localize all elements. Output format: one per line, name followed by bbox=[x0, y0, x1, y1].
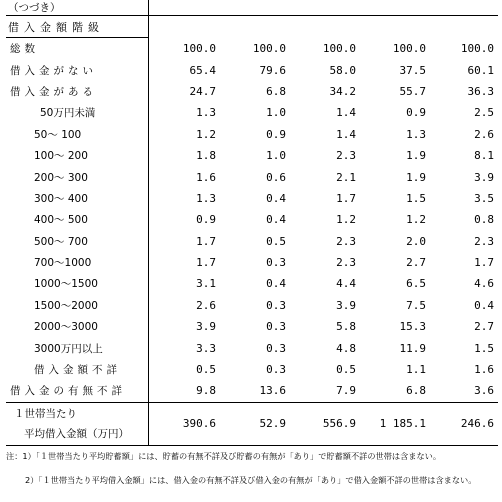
cell-value: 37.5 bbox=[399, 63, 426, 77]
average-row bbox=[6, 402, 498, 445]
cell-value: 3.9 bbox=[196, 320, 216, 334]
table-row bbox=[6, 166, 498, 187]
cell-value: 1.3 bbox=[406, 127, 426, 141]
cell-value: 2.3 bbox=[474, 234, 494, 248]
table-row bbox=[6, 209, 498, 230]
average-value: 246.6 bbox=[428, 402, 498, 445]
row-label: 100～ 200 bbox=[6, 145, 148, 166]
row-label-header: 借入金額階級 bbox=[6, 16, 148, 38]
cell-value: 1.0 bbox=[266, 149, 286, 163]
cell-value: 2.5 bbox=[474, 106, 494, 120]
cell-value: 3.6 bbox=[428, 380, 498, 402]
cell-value: 0.9 bbox=[196, 213, 216, 227]
average-label-line2: 平均借入金額（万円） bbox=[24, 427, 129, 440]
cell-value: 1.6 bbox=[196, 170, 216, 184]
cell-value: 2.0 bbox=[406, 234, 426, 248]
cell-value: 1.3 bbox=[196, 106, 216, 120]
cell-value: 3.3 bbox=[196, 341, 216, 355]
row-label: 500～ 700 bbox=[6, 231, 148, 252]
cell-value: 1.7 bbox=[474, 256, 494, 270]
table-row bbox=[6, 81, 498, 102]
table-row bbox=[6, 145, 498, 166]
cell-value: 3.1 bbox=[196, 277, 216, 291]
cell-value: 15.3 bbox=[399, 320, 426, 334]
cell-value: 6.5 bbox=[406, 277, 426, 291]
cell-value: 0.3 bbox=[266, 320, 286, 334]
average-value: 390.6 bbox=[148, 402, 218, 445]
cell-value: 34.2 bbox=[329, 84, 356, 98]
table-row bbox=[6, 188, 498, 209]
cell-value: 55.7 bbox=[399, 84, 426, 98]
cell-value: 100.0 bbox=[322, 41, 356, 55]
cell-value: 2.3 bbox=[336, 234, 356, 248]
average-value: 52.9 bbox=[218, 402, 288, 445]
cell-value: 4.4 bbox=[336, 277, 356, 291]
debt-amount-table bbox=[6, 0, 498, 446]
note-1: 注：1）「１世帯当たり平均貯蓄額」には、貯蓄の有無不詳及び貯蓄の有無が「あり」で貯蓄額不詳の世帯は含まない。 bbox=[6, 451, 442, 461]
cell-value: 0.4 bbox=[474, 298, 494, 312]
cell-value: 2.7 bbox=[406, 256, 426, 270]
cell-value: 1.7 bbox=[196, 256, 216, 270]
cell-value: 24.7 bbox=[189, 84, 216, 98]
average-label-line1: １世帯当たり bbox=[14, 407, 77, 420]
table-stub-label: （つづき） bbox=[6, 0, 148, 16]
row-label: 50万円未満 bbox=[6, 102, 148, 123]
row-label: 700～1000 bbox=[6, 252, 148, 273]
cell-value: 0.9 bbox=[406, 106, 426, 120]
table-row bbox=[6, 295, 498, 316]
cell-value: 8.1 bbox=[474, 149, 494, 163]
cell-value: 1.5 bbox=[406, 191, 426, 205]
cell-value: 0.3 bbox=[266, 363, 286, 377]
cell-value: 4.6 bbox=[474, 277, 494, 291]
row-label: 総数 bbox=[6, 38, 148, 60]
cell-value: 0.3 bbox=[266, 256, 286, 270]
cell-value: 11.9 bbox=[399, 341, 426, 355]
row-label: 300～ 400 bbox=[6, 188, 148, 209]
table-row bbox=[6, 337, 498, 358]
table-stub-row bbox=[6, 0, 498, 16]
cell-value: 100.0 bbox=[182, 41, 216, 55]
cell-value: 1.7 bbox=[196, 234, 216, 248]
table-row bbox=[6, 359, 498, 380]
cell-value: 1.4 bbox=[336, 127, 356, 141]
cell-value: 2.6 bbox=[196, 298, 216, 312]
table-row bbox=[6, 273, 498, 294]
cell-value: 0.4 bbox=[266, 191, 286, 205]
cell-value: 100.0 bbox=[252, 41, 286, 55]
cell-value: 0.5 bbox=[266, 234, 286, 248]
cell-value: 6.8 bbox=[358, 380, 428, 402]
row-label: 1500～2000 bbox=[6, 295, 148, 316]
cell-value: 1.4 bbox=[336, 106, 356, 120]
table-row bbox=[6, 124, 498, 145]
cell-value: 0.6 bbox=[266, 170, 286, 184]
cell-value: 3.9 bbox=[336, 298, 356, 312]
cell-value: 4.8 bbox=[336, 341, 356, 355]
cell-value: 1.5 bbox=[474, 341, 494, 355]
cell-value: 1.1 bbox=[406, 363, 426, 377]
cell-value: 3.5 bbox=[474, 191, 494, 205]
cell-value: 0.8 bbox=[474, 213, 494, 227]
row-label: 借入金の有無不詳 bbox=[6, 380, 148, 402]
cell-value: 2.1 bbox=[336, 170, 356, 184]
table-row bbox=[6, 316, 498, 337]
average-label bbox=[6, 402, 148, 445]
cell-value: 7.9 bbox=[288, 380, 358, 402]
cell-value: 9.8 bbox=[148, 380, 218, 402]
cell-value: 1.7 bbox=[336, 191, 356, 205]
row-label: 借入金がない bbox=[6, 59, 148, 80]
cell-value: 1.3 bbox=[196, 191, 216, 205]
cell-value: 1.8 bbox=[196, 149, 216, 163]
cell-value: 0.4 bbox=[266, 277, 286, 291]
cell-value: 0.3 bbox=[266, 298, 286, 312]
note-2: 2）「１世帯当たり平均借入金額」には、借入金の有無不詳及び借入金の有無が「あり」で借入金額不詳の世帯は含まない。 bbox=[25, 475, 477, 485]
row-label: 借入金がある bbox=[6, 81, 148, 102]
cell-value: 6.8 bbox=[266, 84, 286, 98]
cell-value: 100.0 bbox=[460, 41, 494, 55]
table-row bbox=[6, 38, 498, 60]
cell-value: 65.4 bbox=[189, 63, 216, 77]
average-value: 556.9 bbox=[288, 402, 358, 445]
cell-value: 60.1 bbox=[467, 63, 494, 77]
row-label: 400～ 500 bbox=[6, 209, 148, 230]
cell-value: 5.8 bbox=[336, 320, 356, 334]
cell-value: 100.0 bbox=[392, 41, 426, 55]
row-label: 借入金額不詳 bbox=[6, 359, 148, 380]
table-row bbox=[6, 231, 498, 252]
header-row bbox=[6, 16, 498, 38]
row-label: 50～ 100 bbox=[6, 124, 148, 145]
table-row bbox=[6, 252, 498, 273]
cell-value: 1.2 bbox=[196, 127, 216, 141]
row-label: 200～ 300 bbox=[6, 166, 148, 187]
cell-value: 0.5 bbox=[336, 363, 356, 377]
cell-value: 3.9 bbox=[474, 170, 494, 184]
cell-value: 1.2 bbox=[406, 213, 426, 227]
cell-value: 0.5 bbox=[196, 363, 216, 377]
row-label: 1000～1500 bbox=[6, 273, 148, 294]
cell-value: 13.6 bbox=[218, 380, 288, 402]
cell-value: 0.9 bbox=[266, 127, 286, 141]
cell-value: 1.6 bbox=[474, 363, 494, 377]
cell-value: 2.3 bbox=[336, 256, 356, 270]
cell-value: 1.9 bbox=[406, 149, 426, 163]
table-row bbox=[6, 380, 498, 402]
table-row bbox=[6, 59, 498, 80]
cell-value: 2.6 bbox=[474, 127, 494, 141]
cell-value: 1.9 bbox=[406, 170, 426, 184]
cell-value: 1.2 bbox=[336, 213, 356, 227]
cell-value: 2.3 bbox=[336, 149, 356, 163]
cell-value: 0.4 bbox=[266, 213, 286, 227]
cell-value: 58.0 bbox=[329, 63, 356, 77]
cell-value: 36.3 bbox=[467, 84, 494, 98]
table-body bbox=[6, 38, 498, 403]
row-label: 3000万円以上 bbox=[6, 337, 148, 358]
cell-value: 1.0 bbox=[266, 106, 286, 120]
cell-value: 79.6 bbox=[259, 63, 286, 77]
average-value: 1 185.1 bbox=[358, 402, 428, 445]
table-row bbox=[6, 102, 498, 123]
row-label: 2000～3000 bbox=[6, 316, 148, 337]
cell-value: 2.7 bbox=[474, 320, 494, 334]
cell-value: 7.5 bbox=[406, 298, 426, 312]
cell-value: 0.3 bbox=[266, 341, 286, 355]
table-notes bbox=[6, 444, 500, 492]
